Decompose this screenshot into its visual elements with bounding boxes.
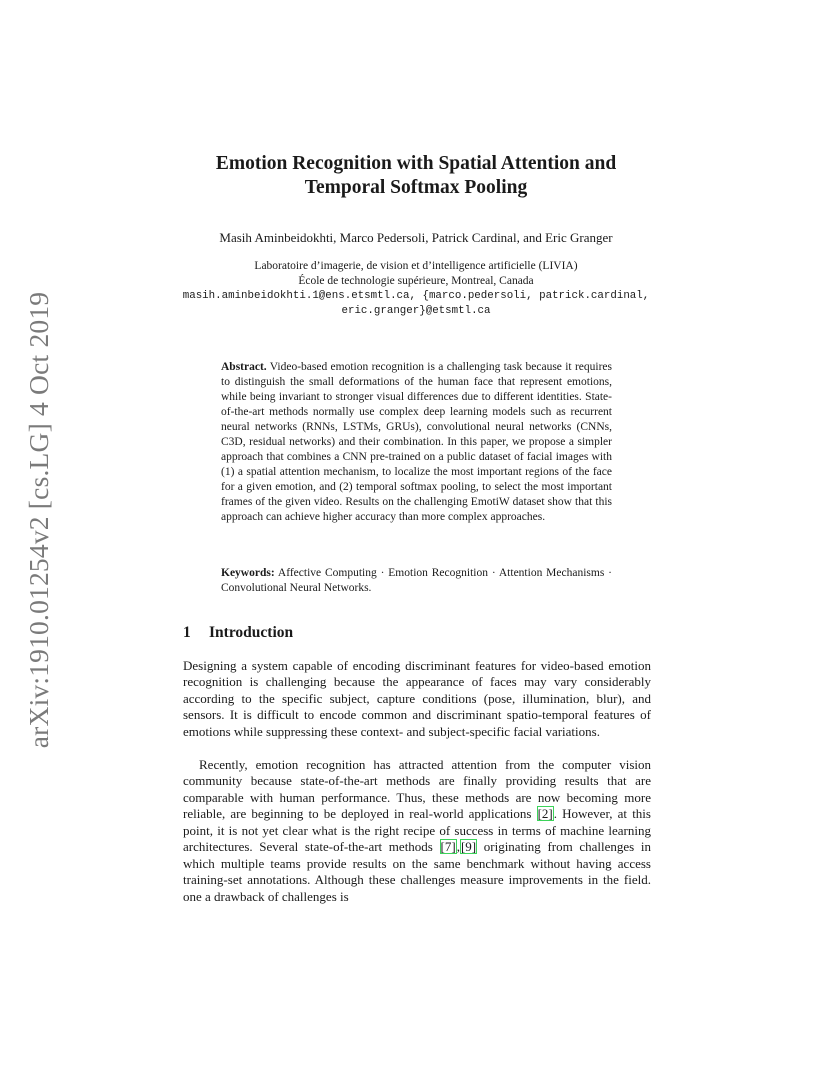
- citation-link-7[interactable]: [7]: [440, 839, 456, 855]
- paragraph-2-text-1: Recently, emotion recognition has attracted attention from the computer vision community because state-of-the-art methods are finally providing results that are comparable with human performance. Thus, these methods are now becoming more reliable, are beginning to be deployed in real-world applications: [183, 757, 651, 822]
- affiliation-block: [150, 259, 682, 319]
- paragraph-2-text-2: . However, at this point, it is not yet clear what is the right recipe of success in terms of machine learning architectures. Several state-of-the-art methods: [183, 806, 651, 855]
- title-line-1: Emotion Recognition with Spatial Attention and: [215, 153, 617, 174]
- keywords: [221, 566, 612, 596]
- section-number: 1: [183, 624, 191, 641]
- arxiv-identifier-text: arXiv:1910.01254v2 [cs.LG] 4 Oct 2019: [23, 291, 54, 749]
- author-list: Masih Aminbeidokhti, Marco Pedersoli, Patrick Cardinal, and Eric Granger: [219, 230, 613, 245]
- keywords-label: Keywords:: [221, 567, 275, 579]
- citation-link-2[interactable]: [2]: [537, 806, 553, 822]
- paper-title: [150, 152, 682, 200]
- title-line-2: Temporal Softmax Pooling: [304, 177, 528, 198]
- section-title: Introduction: [209, 624, 294, 641]
- citation-link-9[interactable]: [9]: [460, 839, 477, 855]
- section-heading-introduction: [183, 623, 293, 643]
- abstract-text: Video-based emotion recognition is a challenging task because it requires to distinguish the small deformations of the human face that represent emotions, while being invariant to stronger visual differences due to different identities. State-of-the-art methods normally use complex deep learning models such as recurrent neural networks (RNNs, LSTMs, GRUs), convolutional neural networks (CNNs, C3D, residual networks) and their combination. In this paper, we propose a simpler approach that combines a CNN pre-trained on a public dataset of facial images with (1) a spatial attention mechanism, to localize the most important regions of the face for a given emotion, and (2) temporal softmax pooling, to select the most important frames of the given video. Results on the challenging EmotiW dataset show that this approach can achieve higher accuracy than more complex approaches.: [221, 361, 612, 524]
- affiliation-lab: Laboratoire d’imagerie, de vision et d’intelligence artificielle (LIVIA): [254, 260, 578, 272]
- email-line-2: eric.granger}@etsmtl.ca: [341, 305, 491, 317]
- keywords-text: Affective Computing · Emotion Recognition · Attention Mechanisms · Convolutional Neural Networks.: [221, 567, 612, 594]
- affiliation-school: École de technologie supérieure, Montreal, Canada: [298, 275, 534, 287]
- intro-paragraph-1: Designing a system capable of encoding discriminant features for video-based emotion recognition is challenging because the appearance of faces may vary considerably according to the specific subject, capture conditions (pose, illumination, blur), and sensors. It is difficult to encode common and discriminant spatio-temporal features of emotions while suppressing these context- and subject-specific facial variations.: [183, 658, 651, 739]
- citation-separator: ,: [456, 839, 460, 855]
- paragraph-2-text-3: originating from challenges in which multiple teams provide results on the same benchmark without having access training-set annotations. Although these challenges measure improvements in the field. one a drawback of challenges is: [183, 839, 651, 904]
- intro-paragraph-2: [183, 757, 651, 905]
- abstract: [221, 360, 612, 526]
- email-line-1: masih.aminbeidokhti.1@ens.etsmtl.ca, {marco.pedersoli, patrick.cardinal,: [182, 290, 650, 302]
- abstract-label: Abstract.: [221, 361, 267, 373]
